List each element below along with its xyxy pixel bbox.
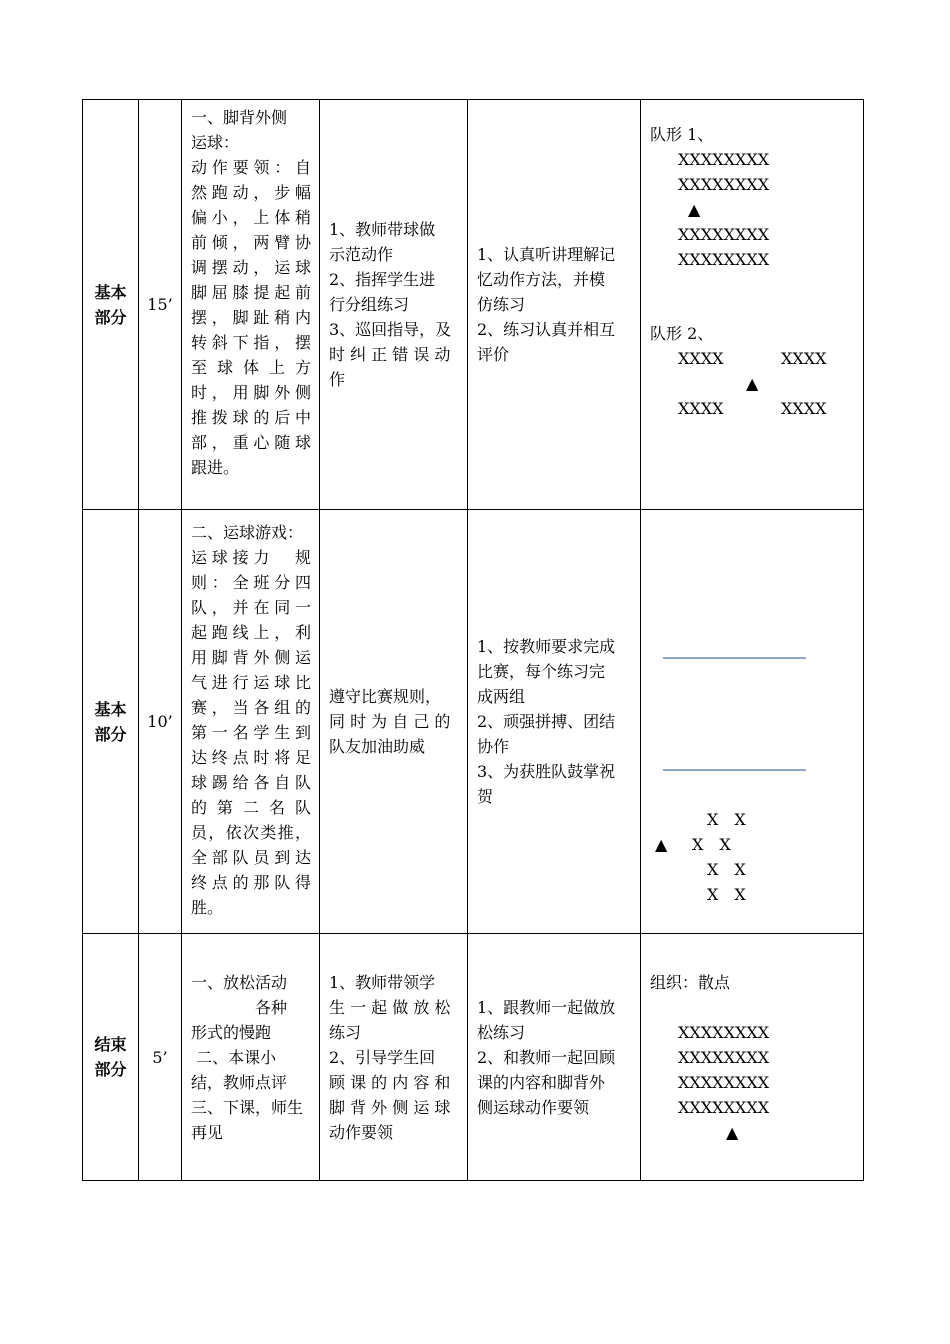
formation-row: XXXX: [781, 349, 827, 368]
time-cell: 15’: [139, 100, 182, 510]
student-line: 1、按教师要求完成: [477, 637, 616, 656]
formation-row: XXXXXXXX: [678, 1098, 770, 1117]
lesson-plan-table: [82, 99, 864, 1181]
time-cell: 5’: [139, 934, 182, 1181]
student-line: 3、为获胜队鼓掌祝: [477, 762, 616, 781]
content-line: 跟进。: [191, 458, 240, 477]
table-row: [83, 100, 864, 510]
teacher-line: 1、教师带球做: [329, 220, 436, 239]
teacher-line: 练习: [329, 1022, 362, 1042]
formation-row: XXXXXXXX: [678, 150, 770, 169]
content-line: 第一名学生到: [191, 723, 311, 742]
organization-cell: [641, 100, 864, 510]
part-label: 部分: [94, 1060, 127, 1079]
formation-row: XXXXXXXX: [678, 250, 770, 269]
teacher-line: 示范动作: [329, 245, 394, 264]
student-activity-cell: [468, 510, 641, 934]
organization-cell: [641, 934, 864, 1181]
content-line: 运球：: [191, 133, 240, 152]
student-line: 1、跟教师一起做放: [477, 997, 616, 1017]
content-line: 队，并在同一: [191, 598, 311, 617]
formation-row: XXXXXXXX: [678, 1073, 770, 1092]
content-line: 摆，脚趾稍内: [191, 308, 311, 327]
student-line: 松练习: [477, 1022, 526, 1042]
student-line: 协作: [477, 737, 510, 756]
content-line: 终点的那队得: [191, 873, 311, 892]
content-line: 二、运球游戏：: [191, 523, 304, 542]
teacher-activity-cell: [320, 510, 468, 934]
content-line: 前倾，两臂协: [191, 233, 311, 252]
organization-cell: [641, 510, 864, 934]
formation-row: X X: [707, 810, 746, 829]
content-line: 至 球 体 上 方: [191, 358, 311, 377]
teacher-line: 2、引导学生回: [329, 1047, 436, 1067]
student-line: 成两组: [477, 687, 526, 706]
formation-row: XXXX: [678, 399, 724, 418]
student-line: 忆动作方法，并模: [477, 270, 606, 289]
formation-row: X X: [692, 835, 731, 854]
formation-row: XXXXXXXX: [678, 1048, 770, 1067]
teacher-line: 遵守比赛规则，: [329, 687, 442, 706]
content-line: 结，教师点评: [191, 1072, 288, 1092]
formation-row: XXXXXXXX: [678, 175, 770, 194]
content-cell: [182, 934, 320, 1181]
formation-row: XXXX: [678, 349, 724, 368]
formation-row: XXXXXXXX: [678, 1023, 770, 1042]
student-activity-cell: [468, 100, 641, 510]
formation-row: X X: [707, 885, 746, 904]
content-line: 各种: [191, 997, 288, 1017]
student-activity-cell: [468, 934, 641, 1181]
teacher-line: 2、指挥学生进: [329, 270, 436, 289]
content-line: 转斜下指，摆: [191, 333, 311, 352]
part-label: 基本: [94, 699, 127, 719]
start-line: [663, 657, 806, 659]
content-line: 动作要领：自: [191, 158, 311, 177]
teacher-marker-icon: ▲: [688, 200, 701, 219]
student-line: 比赛，每个练习完: [477, 662, 606, 681]
part-label: 部分: [94, 724, 127, 744]
part-label: 结束: [94, 1035, 127, 1054]
student-line: 2、和教师一起回顾: [477, 1047, 616, 1067]
student-line: 仿练习: [477, 295, 526, 314]
content-line: 一、放松活动: [191, 972, 288, 992]
part-cell: [83, 100, 139, 510]
content-line: 二、本课小: [191, 1047, 277, 1067]
formation-row: XXXXXXXX: [678, 225, 770, 244]
teacher-line: 顾 课 的 内 容 和: [329, 1072, 451, 1092]
teacher-line: 1、教师带领学: [329, 972, 436, 992]
content-line: 推拨球的后中: [191, 408, 311, 427]
content-line: 全部队员到达: [191, 848, 311, 867]
student-line: 评价: [477, 345, 510, 364]
content-cell: [182, 510, 320, 934]
content-line: 形式的慢跑: [191, 1022, 272, 1042]
content-line: 员，依次类推，: [191, 823, 311, 842]
teacher-marker-icon: ▲: [655, 835, 668, 854]
content-line: 时，用脚外侧: [191, 383, 311, 402]
teacher-line: 同 时 为 自 己 的: [329, 712, 451, 731]
teacher-line: 时 纠 正 错 误 动: [329, 345, 451, 364]
content-line: 气进行运球比: [191, 673, 311, 692]
student-line: 2、练习认真并相互: [477, 320, 616, 339]
content-line: 用脚背外侧运: [191, 648, 311, 667]
teacher-activity-cell: [320, 100, 468, 510]
part-cell: [83, 510, 139, 934]
teacher-line: 生 一 起 做 放 松: [329, 997, 451, 1017]
content-line: 赛，当各组的: [191, 698, 311, 717]
content-line: 调摆动，运球: [191, 258, 311, 277]
formation-label: 队形 1、: [650, 125, 714, 144]
part-label: 部分: [94, 307, 127, 327]
student-line: 贺: [477, 787, 494, 806]
finish-line: [663, 769, 806, 771]
student-line: 课的内容和脚背外: [477, 1072, 606, 1092]
formation-label: 队形 2、: [650, 324, 714, 343]
student-line: 1、认真听讲理解记: [477, 245, 616, 264]
time-cell: 10’: [139, 510, 182, 934]
part-label: 基本: [94, 282, 127, 302]
formation-row: XXXX: [781, 399, 827, 418]
formation-label: 组织：散点: [650, 973, 731, 992]
teacher-line: 行分组练习: [329, 295, 410, 314]
content-line: 的 第 二 名 队: [191, 798, 311, 817]
content-line: 达终点时将足: [191, 748, 311, 767]
content-line: 胜。: [191, 898, 224, 917]
table-row: [83, 510, 864, 934]
teacher-line: 3、巡回指导，及: [329, 320, 452, 339]
teacher-activity-cell: [320, 934, 468, 1181]
teacher-line: 队友加油助威: [329, 737, 426, 756]
content-line: 则：全班分四: [191, 573, 311, 592]
teacher-line: 动作要领: [329, 1122, 394, 1142]
content-line: 然跑动，步幅: [191, 183, 311, 202]
student-line: 2、顽强拼搏、团结: [477, 712, 616, 731]
content-line: 脚屈膝提起前: [191, 283, 311, 302]
formation-row: X X: [707, 860, 746, 879]
content-cell: [182, 100, 320, 510]
content-line: 运球接力 规: [191, 548, 311, 567]
content-line: 三、下课，师生: [191, 1097, 304, 1117]
content-line: 起跑线上，利: [191, 623, 311, 642]
content-line: 部，重心随球: [191, 433, 311, 452]
content-line: 球踢给各自队: [191, 773, 311, 792]
teacher-marker-icon: ▲: [726, 1123, 739, 1142]
student-line: 侧运球动作要领: [477, 1097, 590, 1117]
teacher-marker-icon: ▲: [746, 374, 759, 393]
content-line: 偏小，上体稍: [191, 208, 311, 227]
content-line: 再见: [191, 1122, 224, 1142]
teacher-line: 脚 背 外 侧 运 球: [329, 1097, 451, 1117]
teacher-line: 作: [329, 370, 346, 389]
content-line: 一、脚背外侧: [191, 108, 288, 127]
part-cell: [83, 934, 139, 1181]
table-row: [83, 934, 864, 1181]
